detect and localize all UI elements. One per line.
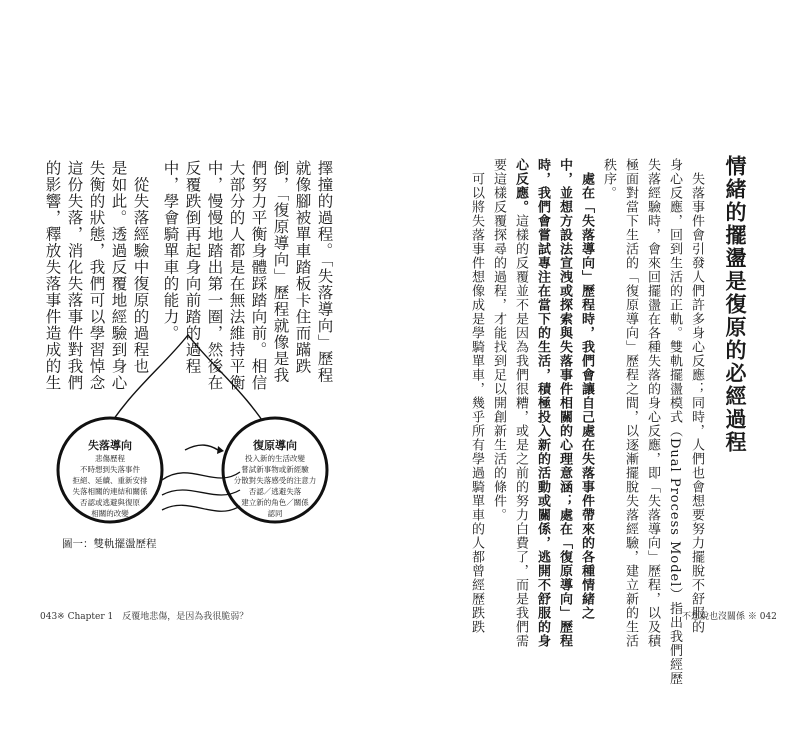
left-text-column-11: 失衡的狀態，我們可以學習悼念 (87, 160, 106, 391)
restoration-orientation-title: 復原導向 (253, 439, 297, 452)
loss-orientation-label (66, 437, 154, 519)
para1-column-3: 失落經驗時，會來回擺盪在各種失落的身心反應，即「失落導向」歷程，以及積 (645, 158, 660, 648)
restoration-item-2: 嘗試新事物或新經驗 (241, 465, 309, 474)
restoration-orientation-label (230, 437, 320, 519)
para2-column-4 (514, 158, 527, 648)
restoration-item-5: 建立新的角色／關係 (241, 498, 309, 507)
left-text-column-4: 們努力平衡身體踩踏向前。相信 (249, 160, 268, 391)
left-text-column-7: 反覆跌倒再起身向前踏的過程 (183, 160, 202, 375)
para1-column-2: 身心反應，回到生活的正軌。雙軌擺盪模式（Dual Process Model）指出我們經歷 (667, 158, 682, 686)
left-text-column-1: 擇撞的過程。「失落導向」歷程 (315, 160, 334, 384)
para2-column-3: 時，我們會嘗試專注在當下的生活，積極投入新的活動或關係，逃開不舒服的身 (535, 158, 550, 648)
loss-item-5: 否認或逃避與復原 (80, 498, 140, 507)
para2-column-5: 要這樣反覆探尋的過程，才能找到足以開創新生活的條件。 (491, 158, 506, 522)
left-text-column-10: 是如此。透過反覆地經驗到身心 (109, 160, 128, 391)
loss-item-1: 悲傷歷程 (95, 454, 125, 463)
left-text-column-3: 倒，「復原導向」歷程就像是我 (271, 160, 290, 384)
restoration-item-1: 投入新的生活改變 (245, 454, 305, 463)
loss-item-2: 不時想到失落事件 (80, 465, 140, 474)
left-page-footer: 043※ Chapter 1 反覆地悲傷，是因為我很脆弱？ (40, 612, 249, 622)
para2-bold-fragment: 心反應。 (513, 158, 528, 214)
left-text-column-5: 大部分的人都是在無法維持平衡 (227, 160, 246, 391)
restoration-item-3: 分散對失落感受的注意力 (233, 476, 317, 485)
para2-regular-fragment: 這樣的反覆並不是因為我們很糟，或是之前的努力白費了，而是我們需 (513, 214, 528, 648)
loss-item-6: 相關的改變 (91, 509, 129, 518)
section-heading: 情緒的擺盪是復原的必經過程 (723, 155, 748, 454)
left-text-column-13: 的影響，釋放失落事件造成的生 (43, 160, 62, 391)
right-page-footer: 不想說也沒關係 ※ 042 (682, 612, 777, 622)
arrow-head-icon (217, 446, 224, 454)
para1-column-1: 失落事件會引發人們許多身心反應；同時，人們也會想要努力擺脫不舒服的 (689, 158, 704, 634)
left-text-column-2: 就像腳被單車踏板卡住而蹣跌 (293, 160, 312, 375)
para2-column-2: 中，並想方設法宣洩或探索與失落事件相關的心理意涵；處在「復原導向」歷程 (557, 158, 572, 648)
left-text-column-9: 從失落經驗中復原的過程也 (131, 160, 150, 375)
restoration-item-6: 認同 (267, 509, 283, 518)
loss-orientation-title: 失落導向 (88, 439, 132, 452)
left-text-column-6: 中，慢慢地踏出第一圈，然後在 (205, 160, 224, 391)
para1-column-5: 秩序。 (601, 158, 616, 200)
figure-caption: 圖一：雙軌擺盪歷程 (62, 538, 157, 550)
right-page (400, 0, 800, 744)
oscillation-arrow (185, 445, 218, 450)
restoration-item-4: 否認／逃避失落 (248, 487, 302, 496)
loss-item-4: 失落相關的連結和關係 (72, 487, 148, 496)
para2-column-1: 處在「失落導向」歷程時，我們會讓自己處在失落事件帶來的各種情緒之 (579, 158, 594, 620)
left-text-column-12: 這份失落，消化失落事件對我們 (65, 160, 84, 391)
para1-column-4: 極面對當下生活的「復原導向」歷程之間，以逐漸擺脫失落經驗，建立新的生活 (623, 158, 638, 648)
loss-item-3: 拒絕、延續、重新安排 (72, 476, 148, 485)
left-text-column-8: 中，學會騎單車的能力。 (161, 160, 180, 342)
para3-column-1: 可以將失落事件想像成是學騎單車，幾乎所有學過騎單車的人都曾經歷跌跌 (469, 158, 484, 634)
